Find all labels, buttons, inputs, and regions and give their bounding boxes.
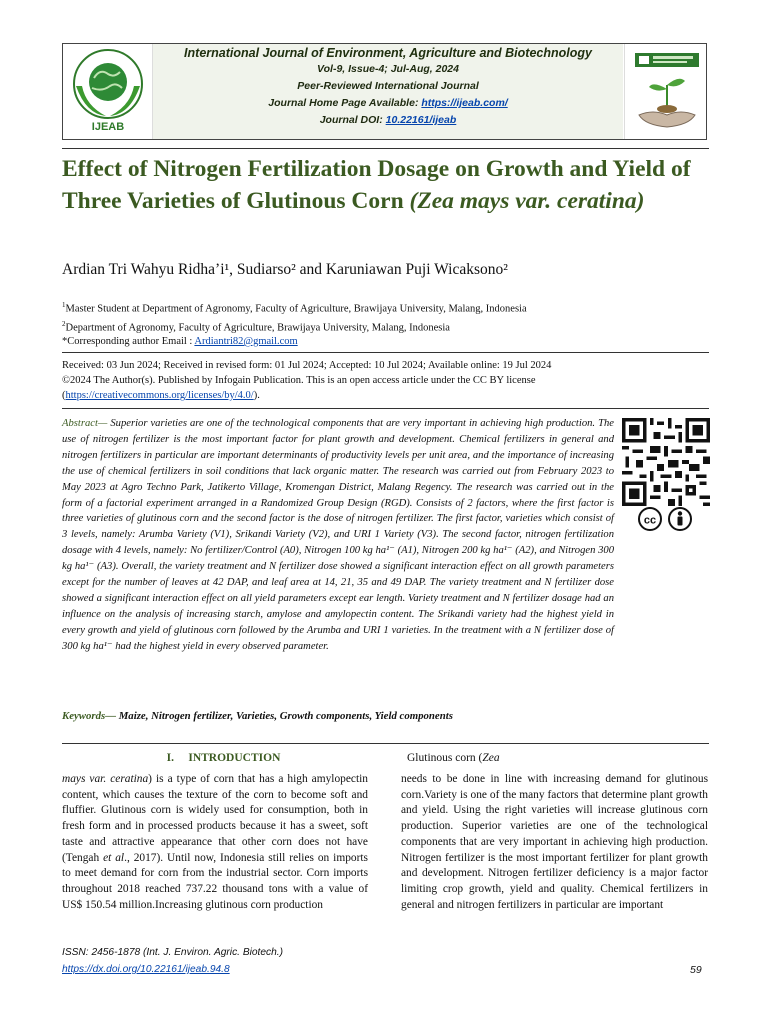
- abstract: [62, 416, 614, 655]
- right-first-italic: Zea: [482, 752, 500, 764]
- left-etal: et al: [103, 851, 125, 864]
- abstract-label: Abstract: [62, 418, 98, 429]
- logo-text: IJEAB: [91, 121, 125, 133]
- right-column-text: needs to be done in line with increasing demand for glutinous corn.Variety is one of the many factors that determine plant growth and yield. Using the right varieties will increase glutinous corn production. Superior varieties are one of the technological components that are very important in achieving high production. Nitrogen fertilizer is the most important fertilizer for plant growth and development. Nitrogen fertilizer deficiency is a major factor limiting crop growth, yield and quality. Chemical fertilizers in general and nitrogen fertilizers in particular are important: [401, 773, 708, 911]
- divider: [624, 44, 625, 139]
- qr-code-icon[interactable]: [622, 418, 710, 506]
- affiliation-rule: [62, 352, 709, 353]
- corresponding-email-link[interactable]: Ardiantri82@gmail.com: [194, 336, 298, 347]
- affiliation-1-text: Master Student at Department of Agronomy, Faculty of Agriculture, Brawijaya University, Malang, Indonesia: [65, 303, 527, 315]
- keywords: [62, 710, 708, 722]
- corresponding-label: *Corresponding author Email :: [62, 336, 195, 347]
- seedling-hands-icon: [631, 49, 703, 135]
- affiliation-2-marker: 2: [62, 319, 66, 328]
- home-page-label: Journal Home Page Available:: [268, 97, 422, 109]
- keywords-text: Maize, Nitrogen fertilizer, Varieties, Growth components, Yield components: [118, 710, 453, 722]
- affiliation-1: [62, 298, 708, 317]
- page-number: 59: [690, 964, 702, 976]
- keywords-rule: [62, 743, 709, 744]
- article-title: [62, 153, 708, 217]
- footer-issn: ISSN: 2456-1878 (Int. J. Environ. Agric. Biotech.): [62, 947, 284, 958]
- affiliations: [62, 298, 708, 349]
- author-list: Ardian Tri Wahyu Ridha’i¹, Sudiarso² and Karuniawan Puji Wicaksono²: [62, 261, 508, 278]
- license-link[interactable]: https://creativecommons.org/licenses/by/4.0/: [65, 390, 254, 401]
- journal-info: [153, 44, 623, 139]
- peer-reviewed-label: Peer-Reviewed International Journal: [297, 80, 479, 92]
- left-italic: mays var. ceratina: [62, 773, 149, 785]
- keywords-label: Keywords: [62, 710, 106, 722]
- license-close: ).: [253, 390, 260, 401]
- cc-by-icon: [632, 506, 700, 532]
- journal-header: [62, 43, 707, 140]
- header-rule: [62, 148, 709, 149]
- journal-doi-line: [153, 112, 623, 129]
- right-first-text: Glutinous corn (: [407, 752, 483, 764]
- copyright-line: ©2024 The Author(s). Published by Infogain Publication. This is an open access article under the CC BY license: [62, 375, 536, 386]
- keywords-dash: —: [105, 710, 119, 722]
- left-text-2: ., 2017). Until now, Indonesia still relies on imports to meet demand for corn from the industrial sector. Corn imports throughout 2018 reached 737.22 thousand tons with a value of US$ 150.54 million.Increasing glutinous corn production: [62, 851, 368, 911]
- publication-dates: [62, 358, 708, 403]
- abstract-dash: —: [97, 418, 111, 429]
- article-title-scientific-name: (Zea mays var. ceratina): [409, 188, 645, 214]
- journal-title: International Journal of Environment, Agriculture and Biotechnology: [184, 46, 592, 60]
- article-title-main: Effect of Nitrogen Fertilization Dosage on Growth and Yield of Three Varieties of Glutinous Corn: [62, 156, 691, 214]
- license-open: (: [62, 390, 66, 401]
- affiliation-1-marker: 1: [62, 301, 66, 309]
- section-heading: [62, 752, 385, 764]
- journal-volume: Vol-9, Issue-4; Jul-Aug, 2024: [317, 63, 459, 75]
- affiliation-2-text: Department of Agronomy, Faculty of Agriculture, Brawijaya University, Malang, Indonesia: [65, 322, 450, 333]
- dates-rule: [62, 408, 709, 409]
- corresponding-author: [62, 335, 708, 349]
- left-text-1: ) is a type of corn that has a high amylopectin content, which causes the texture of the corn to become soft and fluffier. Glutinous corn is widely used for consumption, both in fresh form and in processed products because it has a sweet, soft taste and attractive appearance that other corn does not have (Tengah: [62, 773, 368, 864]
- journal-logo-icon: [68, 48, 148, 136]
- journal-doi-label: Journal DOI:: [319, 114, 386, 126]
- footer-doi-link[interactable]: https://dx.doi.org/10.22161/ijeab.94.8: [62, 964, 230, 975]
- dates-line: Received: 03 Jun 2024; Received in revised form: 01 Jul 2024; Accepted: 10 Jul 2024; Available online: 19 Jul 2024: [62, 360, 552, 371]
- left-column-text: [62, 772, 368, 913]
- abstract-text: Superior varieties are one of the technological components that are very important in achieving high production. The use of nitrogen fertilizer is the most important factor for plant growth and development. Chemical fertilizers in general and nitrogen fertilizers in particular are important determinants of productivity levels per unit area, and the importance of increasing the use of chemical fertilizers in soil conditions that lack organic matter. The research was carried out from February 2023 to May 2023 at Agro Techno Park, Jatikerto Village, Kromengan District, Malang Regency. The research was carried out in the form of a factorial experiment arranged in a Randomized Group Design (RGD). Consists of 2 factors, where the first factor is three varieties of glutinous corn and the second factor is the dose of nitrogen fertilizer. The first factor, varieties which consist of 3 levels, namely: Arumba Variety (V1), Srikandi Variety (V2), and URI 1 Variety (V3). The second factor, nitrogen fertilization dosage with 4 levels, namely: No fertilizer/Control (A0), Nitrogen 100 kg ha¹⁻ (A1), Nitrogen 200 kg ha¹⁻ (A2), and Nitrogen 300 kg ha¹⁻ (A3). Overall, the variety treatment and N fertilizer dose showed a significant interaction effect on all growth parameters except for the number of leaves at 42 DAP, and leaf area at 14, 21, 35 and 49 DAP. The variety treatment and N fertilizer dose showed a significant interaction effect on all yield parameters except ear length. Variety treatment and N fertilizer dosage had an influence on the analysis of increasing starch, amylose and amylopectin content. The Srikandi variety had the highest yield in every growth and yield of glutinous corn followed by the Arumba and URI 1 varieties. In the treatment with a N fertilizer dose of 300 kg ha¹⁻ had the highest yield in every observed parameter.: [62, 418, 614, 652]
- affiliation-2: [62, 317, 708, 336]
- home-page-line: [153, 95, 623, 112]
- section-number: I.: [166, 752, 174, 764]
- section-title: INTRODUCTION: [188, 752, 281, 764]
- journal-doi-link[interactable]: 10.22161/ijeab: [385, 114, 457, 126]
- home-page-link[interactable]: https://ijeab.com/: [421, 97, 508, 109]
- svg-text:cc: cc: [643, 514, 657, 527]
- license-line: [62, 388, 708, 403]
- right-column-first-line: [407, 752, 500, 764]
